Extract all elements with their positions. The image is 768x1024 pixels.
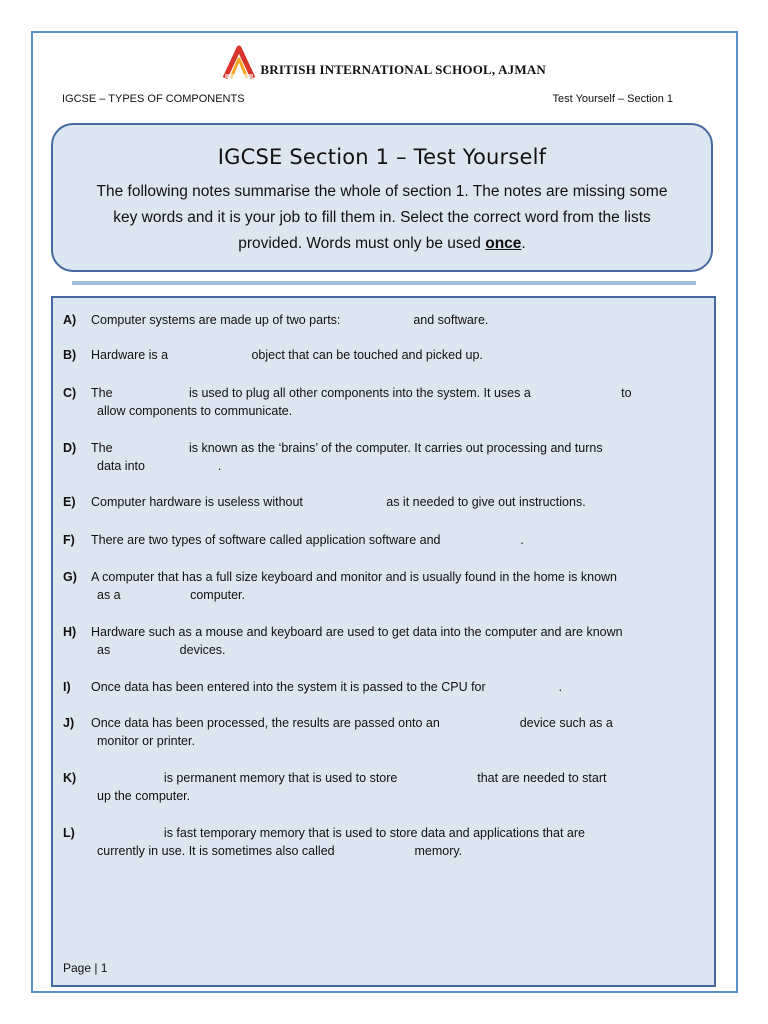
question-item xyxy=(63,346,693,364)
question-item xyxy=(63,824,693,860)
question-line-continued: up the computer. xyxy=(97,789,191,803)
question-letter: L) xyxy=(63,826,75,840)
question-line: Computer hardware is useless without as it needed to give out instructions. xyxy=(91,495,586,509)
intro-text xyxy=(87,179,677,257)
course-subtitle: IGCSE – TYPES OF COMPONENTS xyxy=(62,93,245,105)
question-line: Hardware is a object that can be touched and picked up. xyxy=(91,348,483,362)
questions-box xyxy=(51,296,716,987)
question-letter: I) xyxy=(63,680,71,694)
question-item xyxy=(63,769,693,805)
question-item xyxy=(63,714,693,750)
section-subtitle: Test Yourself – Section 1 xyxy=(552,93,673,105)
question-letter: H) xyxy=(63,625,77,639)
question-letter: A) xyxy=(63,313,77,327)
intro-title: IGCSE Section 1 – Test Yourself xyxy=(217,145,547,169)
question-line: Once data has been processed, the results are passed onto an device such as a xyxy=(91,716,613,730)
question-line-continued: monitor or printer. xyxy=(97,734,195,748)
question-item xyxy=(63,531,693,549)
divider-rule xyxy=(72,281,696,285)
question-line: The is known as the ‘brains’ of the computer. It carries out processing and turns xyxy=(91,441,603,455)
question-letter: J) xyxy=(63,716,75,730)
question-line: There are two types of software called application software and . xyxy=(91,533,524,547)
intro-text-main: The following notes summarise the whole of section 1. The notes are missing some key words and it is your job to fill them in. Select the correct word from the lists provided. Words must only be used xyxy=(96,183,668,252)
intro-emphasis: once xyxy=(485,235,522,252)
intro-box xyxy=(51,123,713,272)
question-line: The is used to plug all other components into the system. It uses a to xyxy=(91,386,632,400)
question-letter: K) xyxy=(63,771,77,785)
question-line-continued: as a computer. xyxy=(97,588,245,602)
question-item xyxy=(63,568,693,604)
question-line: is permanent memory that is used to store that are needed to start xyxy=(91,771,607,785)
question-item xyxy=(63,439,693,475)
question-letter: E) xyxy=(63,495,76,509)
question-line: is fast temporary memory that is used to store data and applications that are xyxy=(91,826,585,840)
question-line: Computer systems are made up of two parts: and software. xyxy=(91,313,489,327)
question-line: A computer that has a full size keyboard and monitor and is usually found in the home is known xyxy=(91,570,617,584)
question-item xyxy=(63,678,693,696)
question-line: Hardware such as a mouse and keyboard are used to get data into the computer and are known xyxy=(91,625,623,639)
school-header xyxy=(0,44,768,80)
question-letter: F) xyxy=(63,533,75,547)
question-line-continued: as devices. xyxy=(97,643,226,657)
page-number: Page | 1 xyxy=(63,961,108,975)
school-name: BRITISH INTERNATIONAL SCHOOL, AJMAN xyxy=(260,62,547,77)
question-item xyxy=(63,623,693,659)
question-item xyxy=(63,384,693,420)
question-line-continued: currently in use. It is sometimes also called memory. xyxy=(97,844,463,858)
question-line-continued: data into . xyxy=(97,459,222,473)
question-letter: D) xyxy=(63,441,77,455)
question-item xyxy=(63,493,693,511)
question-item xyxy=(63,311,693,329)
school-arch-logo-icon xyxy=(222,44,256,80)
question-letter: C) xyxy=(63,386,77,400)
question-line-continued: allow components to communicate. xyxy=(97,404,293,418)
question-letter: G) xyxy=(63,570,77,584)
question-line: Once data has been entered into the system it is passed to the CPU for . xyxy=(91,680,563,694)
question-letter: B) xyxy=(63,348,77,362)
intro-text-end: . xyxy=(521,235,526,252)
